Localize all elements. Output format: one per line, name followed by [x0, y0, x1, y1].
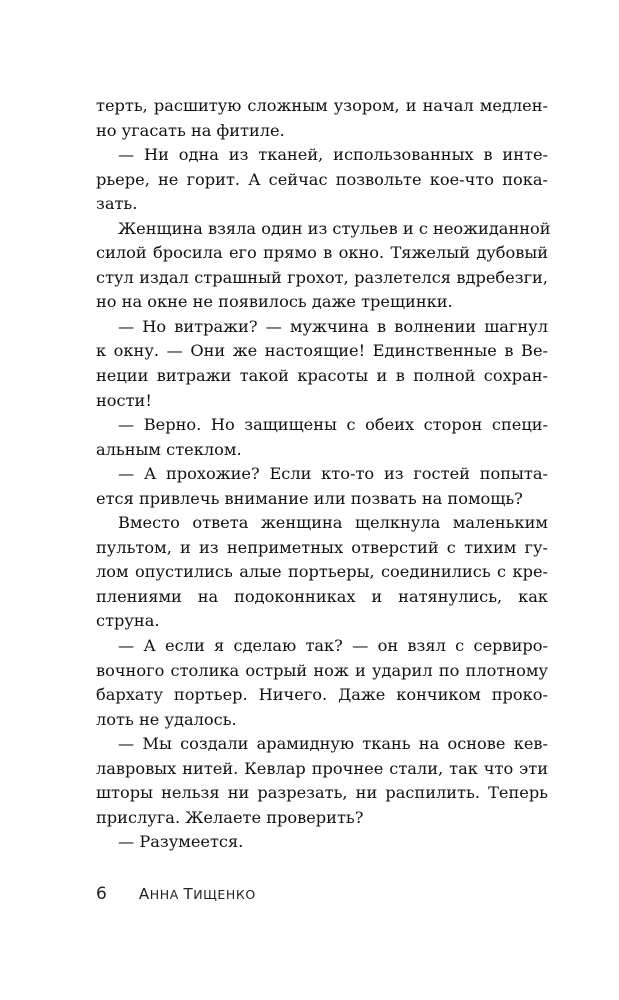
text-line: силой бросила его прямо в окно. Тяжелый дубовый: [96, 243, 548, 263]
text-line: — А прохожие? Если кто-то из гостей попыта-: [118, 464, 548, 484]
text-line: Женщина взяла один из стульев и с неожиданной: [118, 218, 551, 238]
text-line: — Мы создали арамидную ткань на основе кев-: [118, 734, 548, 754]
text-line: лавровых нитей. Кевлар прочнее стали, так что эти: [96, 758, 548, 778]
text-line: лом опустились алые портьеры, соединились с кре-: [96, 562, 548, 582]
text-line: но на окне не появилось даже трещинки.: [96, 292, 453, 312]
text-line: лоть не удалось.: [96, 709, 237, 729]
text-line: бархату портьер. Ничего. Даже кончиком проко-: [96, 685, 548, 705]
text-line: — Ни одна из тканей, использованных в инте-: [118, 145, 548, 165]
text-line: альным стеклом.: [96, 439, 242, 459]
running-footer: [96, 882, 256, 906]
text-line: струна.: [96, 611, 160, 631]
text-line: рьере, не горит. А сейчас позвольте кое-что пока-: [96, 169, 548, 189]
text-line: — Но витражи? — мужчина в волнении шагнул: [118, 316, 548, 336]
author-last-name: ТИЩЕНКО: [183, 885, 256, 903]
text-line: зать.: [96, 194, 138, 214]
page-number: 6: [96, 884, 107, 904]
text-line: ности!: [96, 390, 152, 410]
author-first-name: АННА: [138, 885, 179, 903]
text-line: прислуга. Желаете проверить?: [96, 807, 364, 827]
text-line: неции витражи такой красоты и в полной сохран-: [96, 366, 548, 386]
text-line: шторы нельзя ни разрезать, ни распилить. Теперь: [96, 783, 548, 803]
text-line: — А если я сделаю так? — он взял с сервиро-: [118, 636, 548, 656]
text-line: пультом, и из неприметных отверстий с тихим гу-: [96, 537, 548, 557]
text-line: — Разумеется.: [118, 832, 244, 852]
text-line: Вместо ответа женщина щелкнула маленьким: [118, 513, 548, 533]
text-line: но угасать на фитиле.: [96, 120, 285, 140]
text-line: к окну. — Они же настоящие! Единственные в Ве-: [96, 341, 548, 361]
text-line: вочного столика острый нож и ударил по плотному: [96, 660, 548, 680]
text-line: ется привлечь внимание или позвать на помощь?: [96, 488, 523, 508]
body-text: [96, 94, 551, 855]
text-line: плениями на подоконниках и натянулись, как: [96, 586, 548, 606]
text-line: стул издал страшный грохот, разлетелся вдребезги,: [96, 267, 548, 287]
text-line: терть, расшитую сложным узором, и начал медлен-: [96, 96, 548, 115]
text-line: — Верно. Но защищены с обеих сторон специ-: [118, 415, 548, 435]
running-author: [139, 885, 256, 903]
